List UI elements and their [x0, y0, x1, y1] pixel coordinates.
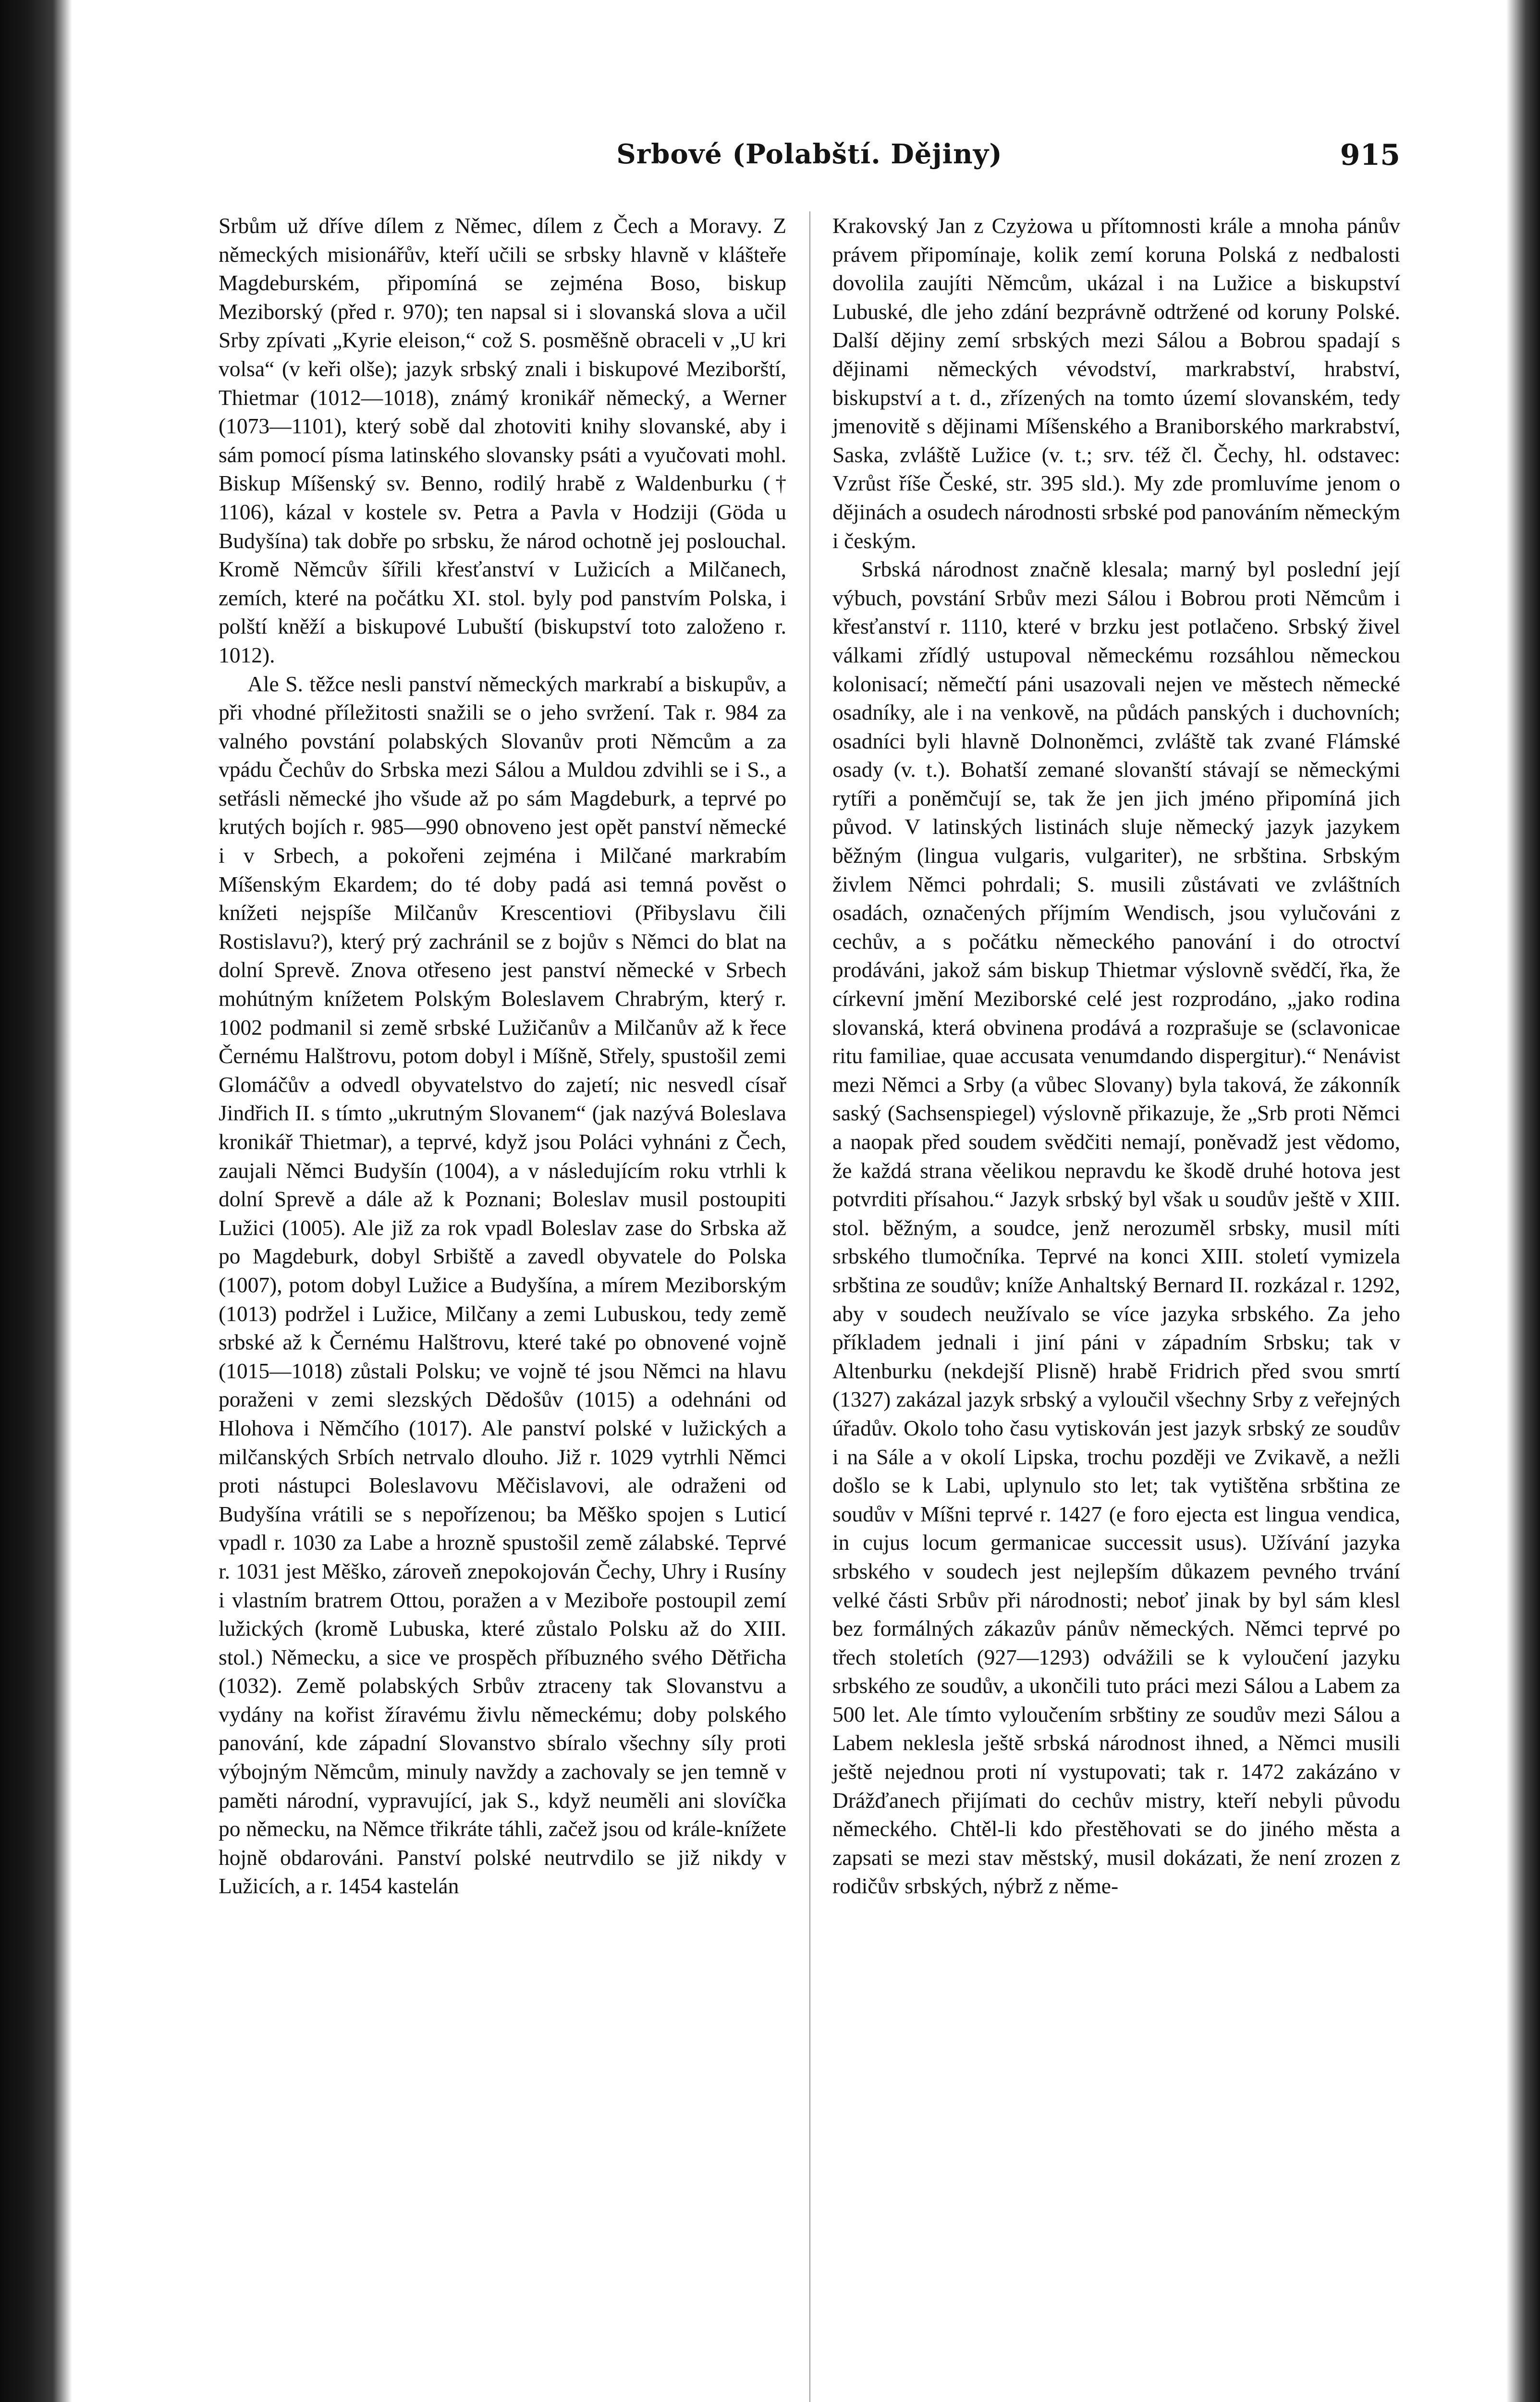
running-title: Srbové (Polabští. Dějiny) [616, 138, 1002, 170]
scan-edge-right [1506, 0, 1540, 2402]
paragraph: Krakovský Jan z Czyżowa u přítomnosti krále a mnoha pánův právem připomínaje, kolik zemí koruna Polská z nedbalosti dovolila zaujíti Němcům, ukázal i na Lužice a biskupství Lubuské, dle jeho zdání bezprávně odtržené od koruny Polské. Další dějiny zemí srbských mezi Sálou a Bobrou spadají s dějinami německých vévodství, markrabství, hrabství, biskupství a t. d., zřízených na tomto území slovanském, tedy jmenovitě s dějinami Míšenského a Braniborského markrabství, Saska, zvláště Lužice (v. t.; srv. též čl. Čechy, hl. odstavec: Vzrůst říše České, str. 395 sld.). My zde promluvíme jenom o dějinách a osudech národnosti srbské pod panováním německým i českým. [832, 213, 1400, 553]
right-column [832, 211, 1400, 1900]
column-divider [809, 211, 810, 2402]
page-number: 915 [1340, 138, 1400, 172]
paragraph: Srbská národnost značně klesala; marný byl poslední její výbuch, povstání Srbův mezi Sálou i Bobrou proti Němcům i křesťanství r. 1110, které v brzku jest potlačeno. Srbský živel válkami zřídlý ustupoval německému rozsáhlou německou kolonisací; němečtí páni usazovali nejen ve městech německé osadníky, ale i na venkově, na půdách panských i duchovních; osadníci byli hlavně Dolnoněmci, zvláště tak zvané Flámské osady (v. t.). Bohatší zemané slovanští stávají se německými rytíři a poněmčují se, tak že jen jich jméno připomíná jich původ. V latinských listinách sluje německý jazyk jazykem běžným (lingua vulgaris, vulgariter), ne srbština. Srbským živlem Němci pohrdali; S. musili zůstávati ve zvláštních osadách, označených příjmím Wendisch, jsou vylučováni z cechův, a s počátku německého panování i do otroctví prodáváni, jakož sám biskup Thietmar výslovně svědčí, řka, že církevní jmění Meziborské celé jest rozprodáno, „jako rodina slovanská, která obvinena prodává a rozprašuje se (sclavonicae ritu familiae, quae accusata venumdando dispergitur).“ Nenávist mezi Němci a Srby (a vůbec Slovany) byla taková, že zákonník saský (Sachsenspiegel) výslovně přikazuje, že „Srb proti Němci a naopak před soudem svědčiti nemají, poněvadž jest vědomo, že každá strana věelikou nepravdu ke škodě druhé hotova jest potvrditi přísahou.“ Jazyk srbský byl však u soudův ještě v XIII. stol. běžným, a soudce, jenž nerozuměl srbsky, musil míti srbského tlumočníka. Teprvé na konci XIII. století vymizela srbština ze soudův; kníže Anhaltský Bernard II. rozkázal r. 1292, aby v soudech neužívalo se více jazyka srbského. Za jeho příkladem jednali i jiní páni v západním Srbsku; tak v Altenburku (nekdejší Plisně) hrabě Fridrich před svou smrtí (1327) zakázal jazyk srbský a vyloučil všechny Srby z veřejných úřadův. Okolo toho času vytiskován jest jazyk srbský ze soudův i na Sále a v okolí Lipska, trochu později ve Zvikavě, a nežli došlo se k Labi, uplynulo sto let; tak vytištěna srbština ze soudův v Míšni teprvé r. 1427 (e foro ejecta est lingua vendica, in cujus locum germanicae successit usus). Užívání jazyka srbského v soudech jest nejlepším důkazem pevného trvání velké části Srbův při národnosti; neboť jinak by byl sám klesl bez formálných zákazův pánův německých. Němci teprvé po třech stoletích (927—1293) odvážili se k vyloučení jazyku srbského ze soudův, a ukončili tuto práci mezi Sálou a Labem za 500 let. Ale tímto vyloučením srbštiny ze soudův mezi Sálou a Labem neklesla ještě srbská národnost ihned, a Němci musili ještě nejednou proti ní vystupovati; tak r. 1472 zakázáno v Drážďanech přijímati do cechův mistry, kteří nebyli původu německého. Chtěl-li kdo přestěhovati se do jiného města a zapsati se mezi stav městský, musil dokázati, že není zrozen z rodičův srbských, nýbrž z něme- [832, 557, 1400, 1899]
running-head [219, 130, 1400, 183]
left-column [219, 211, 786, 1900]
book-page [219, 130, 1400, 2402]
scan-edge-left [0, 0, 72, 2402]
paragraph: Ale S. těžce nesli panství německých markrabí a biskupův, a při vhodné příležitosti snažili se o jeho svržení. Tak r. 984 za valného povstání polabských Slovanův proti Němcům a za vpádu Čechův do Srbska mezi Sálou a Muldou zdvihli se i S., a setřásli německé jho všude až po sám Magdeburk, a teprvé po krutých bojích r. 985—990 obnoveno jest opět panství německé i v Srbech, a pokořeni zejména i Milčané markrabím Míšenským Ekardem; do té doby padá asi temná pověst o knížeti nejspíše Milčanův Krescentiovi (Přibyslavu čili Rostislavu?), který prý zachránil se z bojův s Němci do blat na dolní Sprevě. Znova otřeseno jest panství německé v Srbech mohútným knížetem Polským Boleslavem Chrabrým, který r. 1002 podmanil si země srbské Lužičanův a Milčanův až k řece Černému Halštrovu, potom dobyl i Míšně, Střely, spustošil zemi Glomáčův a odvedl obyvatelstvo do zajetí; nic nesvedl císař Jindřich II. s tímto „ukrutným Slovanem“ (jak nazývá Boleslava kronikář Thietmar), a teprvé, když jsou Poláci vyhnáni z Čech, zaujali Němci Budyšín (1004), a v následujícím roku vtrhli k dolní Sprevě a dále až k Poznani; Boleslav musil postoupiti Lužici (1005). Ale již za rok vpadl Boleslav zase do Srbska až po Magdeburk, dobyl Srbiště a zavedl obyvatele do Polska (1007), potom dobyl Lužice a Budyšína, a mírem Meziborským (1013) podržel i Lužice, Milčany a zemi Lubuskou, tedy země srbské až k Černému Halštrovu, které také po obnovené vojně (1015—1018) zůstali Polsku; ve vojně té jsou Němci na hlavu poraženi v zemi slezských Dědošův (1015) a odehnáni od Hlohova i Němčího (1017). Ale panství polské v lužických a milčanských Srbích netrvalo dlouho. Již r. 1029 vytrhli Němci proti nástupci Boleslavovu Měčislavovi, ale odraženi od Budyšína vrátili se s nepořízenou; ba Měško spojen s Luticí vpadl r. 1030 za Labe a hrozně spustošil země zálabské. Teprvé r. 1031 jest Měško, zároveň znepokojován Čechy, Uhry i Rusíny i vlastním bratrem Ottou, poražen a v Meziboře postoupil zemí lužických (kromě Lubuska, které zůstalo Polsku až do XIII. stol.) Německu, a sice ve prospěch příbuzného svého Dětřicha (1032). Země polabských Srbův ztraceny tak Slovanstvu a vydány na kořist žíravému živlu německému; doby polského panování, kde západní Slovanstvo sbíralo všechny síly proti výbojným Němcům, minuly navždy a zachovaly se jen temně v paměti národní, vypravující, jak S., když neuměli ani slovíčka po německu, na Němce třikráte táhli, začež jsou od krále-knížete hojně obdarováni. Panství polské neutrvdilo se již nikdy v Lužicích, a r. 1454 kastelán [219, 671, 786, 1899]
paragraph: Srbům už dříve dílem z Němec, dílem z Čech a Moravy. Z německých misionářův, kteří učili se srbsky hlavně v klášteře Magdeburském, připomíná se zejména Boso, biskup Meziborský (před r. 970); ten napsal si i slovanská slova a učil Srby zpívati „Kyrie eleison,“ což S. posměšně obraceli v „U kri volsa“ (v keři olše); jazyk srbský znali i biskupové Meziborští, Thietmar (1012—1018), známý kronikář německý, a Werner (1073—1101), který sobě dal zhotoviti knihy slovanské, aby i sám pomocí písma latinského slovansky psáti a vyučovati mohl. Biskup Míšenský sv. Benno, rodilý hrabě z Waldenburku († 1106), kázal v kostele sv. Petra a Pavla v Hodziji (Göda u Budyšína) tak dobře po srbsku, že národ ochotně jej poslouchal. Kromě Němcův šířili křesťanství v Lužicích a Milčanech, zemích, které na počátku XI. stol. byly pod panstvím Polska, i polští kněží a biskupové Lubuští (biskupství toto založeno r. 1012). [219, 213, 786, 667]
